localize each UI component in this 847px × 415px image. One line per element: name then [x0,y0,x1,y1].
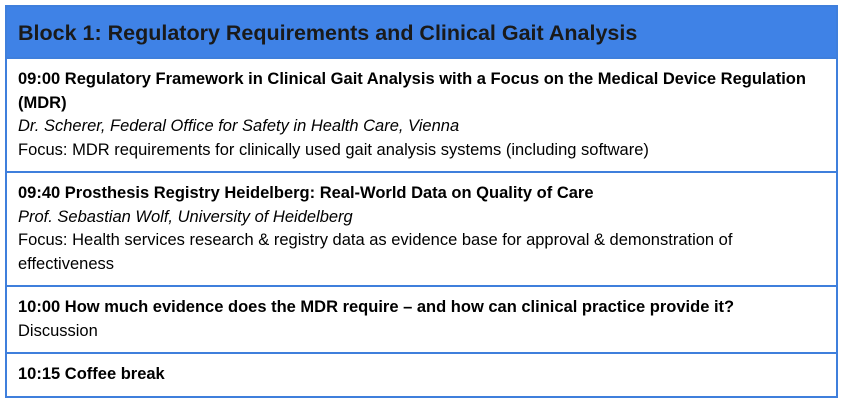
session-title: 10:15 Coffee break [18,365,165,383]
session-focus: Focus: Health services research & registry data as evidence base for approval & demonstration of effectiveness [18,231,733,273]
session-item [7,173,836,287]
block-title: Block 1: Regulatory Requirements and Clinical Gait Analysis [18,21,638,45]
session-focus: Focus: MDR requirements for clinically used gait analysis systems (including software) [18,140,649,159]
block-header [7,7,836,59]
session-speaker: Prof. Sebastian Wolf, University of Heidelberg [18,207,353,226]
session-title: 09:40 Prosthesis Registry Heidelberg: Real-World Data on Quality of Care [18,184,594,202]
session-speaker: Dr. Scherer, Federal Office for Safety in Health Care, Vienna [18,117,460,135]
program-block [5,5,838,398]
session-item [7,59,836,173]
session-title: 09:00 Regulatory Framework in Clinical Gait Analysis with a Focus on the Medical Device Regulation (MDR) [18,70,806,112]
session-item [7,287,836,354]
session-title: 10:00 How much evidence does the MDR require – and how can clinical practice provide it? [18,298,735,316]
session-note: Discussion [18,321,98,340]
session-item [7,354,836,396]
